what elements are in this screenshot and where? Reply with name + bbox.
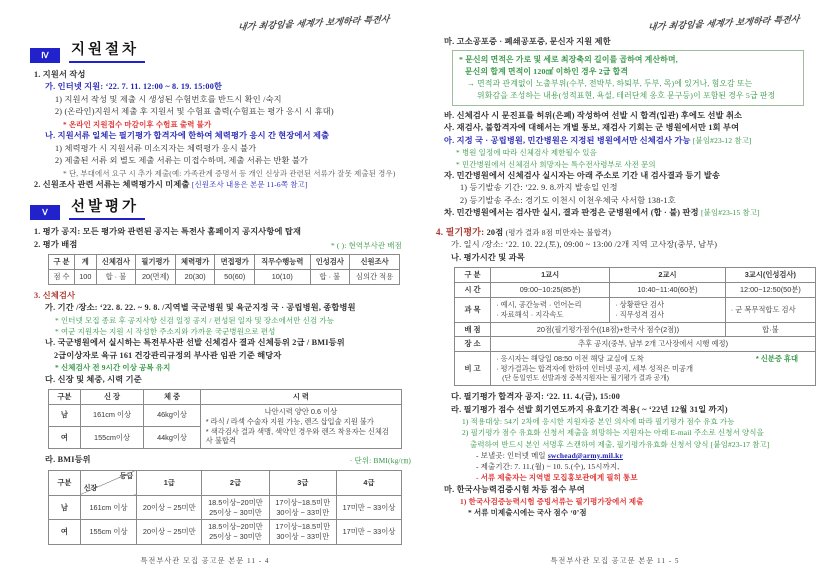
header-cell: 2교시 <box>610 268 726 283</box>
cell: 20이상 ~ 25미만 <box>137 495 202 520</box>
diag-label-height: 신장 <box>83 485 98 493</box>
cell: 161cm 이상 <box>80 495 136 520</box>
header-cell: 3교시(인성검사) <box>725 268 815 283</box>
written-exam-table <box>454 267 816 386</box>
sight-line: 나안시력 양안 0.6 이상 <box>264 406 338 416</box>
table-row <box>455 352 816 386</box>
cell-line: · 직무성격 검사 <box>615 309 664 319</box>
line-exam-criteria-1: 나. 국군병원에서 실시하는 특전부사관 선발 신체검사 결과 신체등위 2급 / BMI등위 <box>45 338 345 348</box>
cell: 남 <box>49 404 81 426</box>
line-validity-request-1: 2) 필기평가 점수 유효화 신청서 제출을 희망하는 지원자는 아래 E-mail 주소로 신청서 양식을 <box>462 428 764 438</box>
line-apply-2: 2) (온라인)지원서 제출 후 지원서 및 수험표 출력(수험표는 평가 응시 시 휴대) <box>55 107 334 117</box>
line-civil-judgement <box>444 207 808 219</box>
box-line: 문신의 합계 면적이 120㎠ 이하인 경우 2급 합격 <box>465 67 629 77</box>
header-cell: 신원조사 <box>350 255 400 270</box>
table-header-row <box>455 268 816 283</box>
header-cell: 구분 <box>49 470 81 495</box>
table-row <box>49 404 402 426</box>
cell-line: · 평가결과는 합격자에 한하여 인터넷 공지, 세부 성적은 미공개 <box>496 364 693 374</box>
header-cell: 3급 <box>269 470 336 495</box>
cell-line: 18.5이상~20미만 <box>208 522 263 532</box>
box-line: → 면적과 관계없이 노출부위(수부, 전박부, 하퇴부, 두부, 목)에 있거나, 혐오감 또는 <box>467 79 753 89</box>
cell: · 군 복무적합도 검사 <box>725 297 815 322</box>
civil-judgement-text: 차. 민간병원에서는 검사만 실시, 결과 판정은 군병원에서 (합 · 불) 판정 <box>444 208 699 218</box>
section-4-title: 지원절차 <box>69 38 145 63</box>
line-fasting-note: * 신체검사 전 9시간 이상 공복 유지 <box>55 363 171 373</box>
line-apply-1: 1) 지원서 작성 및 제출 시 생성된 수험번호를 반드시 확인 /숙지 <box>55 94 282 104</box>
line-exam-note1: * 인터넷 모집 종료 후 공지사항 신검 일정 공지 / 편성된 일자 및 장소에서만 신검 가능 <box>55 315 335 325</box>
header-cell: 4급 <box>336 470 401 495</box>
line-docs-1: 1) 체력평가 시 지원서류 미소지자는 체력평가 응시 불가 <box>55 143 257 153</box>
line-history-docs: 1) 한국사검증능력시험 증빙서류는 필기평가장에서 제출 <box>460 497 644 507</box>
line-exam-criteria-2: 2급이상자로 육규 161 건강관리규정의 부사관 임관 기준 해당자 <box>54 350 282 360</box>
row-label: 비 고 <box>455 352 491 386</box>
cell: 20점(필기평가점수((18점)+한국사 점수(2점)) <box>491 322 726 337</box>
line-civil-hospital: 자. 민간병원에서 신체검사 실시자는 아래 주소로 기간 내 검사결과 등기 발송 <box>444 170 721 180</box>
designated-hospital-text: 아. 지정 국 · 공립병원, 민간병원은 지정된 병원에서만 신체검사 가능 <box>444 135 691 145</box>
cell: 50(60) <box>215 270 255 285</box>
line-exam-note2: * 여군 지원자는 지원 시 작성한 주소지와 가까운 국군병원으로 편성 <box>55 327 276 337</box>
table-row <box>49 270 400 285</box>
line-docs-2: 2) 제출된 서류 외 별도 제출 서류는 미접수하며, 제출 서류는 반환 불가 <box>55 156 309 166</box>
cell: 155cm 이상 <box>80 520 136 545</box>
cell <box>269 520 336 545</box>
section-5-title: 선발평가 <box>69 195 145 220</box>
note-line-wrap <box>496 354 812 364</box>
page-footer-right: 특전부사관 모집 공고문 본문 11 - 5 <box>550 557 680 565</box>
cell: 심의간 적용 <box>350 270 400 285</box>
sight-line: * 라식 / 라섹 수술자 지원 가능, 렌즈 삽입술 지원 불가 <box>205 416 374 426</box>
header-cell: 신체검사 <box>96 255 136 270</box>
table-row <box>455 337 816 352</box>
cell: 09:00~10:25(85분) <box>491 283 610 298</box>
line-pass-announce: 다. 필기평가 합격자 공지: ‘22. 11. 4.(금), 15:00 <box>451 392 620 402</box>
cell-line: 17이상~18.5미만 <box>275 522 331 532</box>
header-cell: 구 분 <box>49 255 75 270</box>
section-4-header <box>30 38 400 63</box>
background-check-text: 2. 신원조사 관련 서류는 체력평가시 미제출 <box>34 179 190 189</box>
cell <box>202 495 269 520</box>
id-card-note: * 신분증 휴대 <box>755 354 798 364</box>
table-row <box>455 322 816 337</box>
line-apply-warning: * 온라인 지원접수 마감이후 수험표 출력 불가 <box>63 119 212 129</box>
line-hospital-note2: * 민간병원에서 신체검사 희망자는 특수전사령부로 사전 문의 <box>456 159 656 169</box>
cell <box>269 495 336 520</box>
line-hospital-note1: * 병원 일정에 따라 신체검사 제한될수 있음 <box>456 148 597 158</box>
written-eval-sub: (평가 결과 8점 미만자는 불합격) <box>505 227 612 237</box>
sfc-slogan-calligraphy: 내가 최강임을 세계가 보게하라 특전사 <box>647 15 801 34</box>
line-tattoo-restriction: 마. 고소공포증 · 폐쇄공포증, 문신자 지원 제한 <box>444 37 611 46</box>
header-cell: 구 분 <box>455 268 491 283</box>
written-eval-title: 4. 필기평가: <box>436 226 485 237</box>
sfc-slogan-calligraphy: 내가 최강임을 세계가 보게하라 특전사 <box>237 15 391 34</box>
cell: 44kg이상 <box>144 427 200 449</box>
attachment-ref: [붙임#23-17 참고] <box>710 439 770 449</box>
cell: 20(30) <box>175 270 215 285</box>
box-line: 위화감을 조성하는 내용(성적표현, 욕설, 테러단체 옹호 문구등)이 포함된 경우 5급 판정 <box>477 91 776 100</box>
sight-cell <box>200 404 401 448</box>
eval-score-note: * ( ): 현역부사관 배점 <box>330 240 402 250</box>
note-cell <box>491 352 816 386</box>
cell-line: 17이상~18.5미만 <box>275 497 331 507</box>
header-cell: 계 <box>75 255 97 270</box>
table-header-row <box>49 389 402 404</box>
cell <box>610 297 726 322</box>
header-cell: 면접평가 <box>215 255 255 270</box>
header-cell: 체력평가 <box>175 255 215 270</box>
written-eval-points: 20점 <box>486 227 504 237</box>
line-notify-recruiter: - 서류 제출자는 지역별 모집홍보관에게 필히 통보 <box>476 473 638 483</box>
table-header-row <box>49 470 402 495</box>
cell-line: 25이상 ~ 30미만 <box>209 507 262 517</box>
cell: 10:40~11:40(60분) <box>610 283 726 298</box>
line-docs-note: * 단, 부대에서 요구 시 추가 제출(예: 가족관계 증명서 등 개인 신상과 관련된 서류가 잘못 제출된 경우) <box>63 168 396 178</box>
page-footer-left: 특전부사관 모집 공고문 본문 11 - 4 <box>140 557 270 565</box>
mail-label: - 보낼곳: 인터넷 메일 <box>476 450 546 460</box>
line-validity-target: 1) 적용대상: 54기 2차에 응시한 지원자중 본인 의사에 따라 필기평가 점수 유효 가능 <box>462 417 735 427</box>
line-score-validity: 라. 필기평가 점수 선발 회기연도까지 유효기간 적용( ~ ‘22년 12월 31일 까지) <box>451 404 728 414</box>
cell <box>491 297 610 322</box>
heading-height-weight: 다. 신장 및 체중, 시력 기준 <box>45 374 142 384</box>
row-label: 장 소 <box>455 337 491 352</box>
tattoo-rule-box <box>452 50 804 105</box>
heading-korean-history: 마. 한국사능력검증시험 차등 점수 부여 <box>444 484 585 494</box>
cell: 합 · 불 <box>310 270 350 285</box>
header-cell: 직무수행능력 <box>255 255 310 270</box>
attachment-ref: [붙임#23-15 참고] <box>700 208 760 218</box>
sight-line: * 색각검사 결과 색맹, 색약인 경우와 렌즈 착용자는 신체검사 불합격 <box>205 426 389 446</box>
cell: 20이상 ~ 25미만 <box>137 520 202 545</box>
eval-score-row <box>34 239 402 251</box>
row-label: 배 점 <box>455 322 491 337</box>
bmi-heading-row <box>45 454 411 466</box>
line-registered-mail-period: 1) 등기발송 기간: ‘22. 9. 8.까지 발송일 인정 <box>460 183 618 193</box>
header-cell: 인성검사 <box>310 255 350 270</box>
cell: 점 수 <box>49 270 75 285</box>
diagonal-header-cell <box>80 470 136 495</box>
heading-physical-exam: 3. 신체검사 <box>34 290 76 300</box>
bmi-unit-note: · 단위: BMI(kg/㎝) <box>349 456 411 466</box>
cell: 100 <box>75 270 97 285</box>
header-cell: 신 장 <box>80 389 144 404</box>
section-4-badge: Ⅳ <box>30 48 60 63</box>
row-label: 시 간 <box>455 283 491 298</box>
heading-application-write: 1. 지원서 작성 <box>34 70 86 79</box>
cell: 10(10) <box>255 270 310 285</box>
table-row <box>455 283 816 298</box>
cell-line: · 자료해석 · 지각속도 <box>496 309 564 319</box>
heading-eval-scores: 2. 평가 배점 <box>34 239 78 249</box>
bmi-grade-table <box>48 470 402 545</box>
table-header-row <box>49 255 400 270</box>
cell: 17미만 ~ 33이상 <box>336 520 401 545</box>
header-cell: 1급 <box>137 470 202 495</box>
line-internet-apply: 가. 인터넷 지원: ‘22. 7. 11. 12:00 ~ 8. 19. 15:00한 <box>45 82 223 92</box>
header-cell: 구분 <box>49 389 81 404</box>
line-eval-notice: 1. 평가 공지: 모든 평가와 관련된 공지는 특전사 홈페이지 공지사항에 탑재 <box>34 227 302 237</box>
line-validity-request-2 <box>470 439 808 450</box>
line-designated-hospital <box>444 135 808 147</box>
cell-line: · 예시, 공간능력 · 언어논리 <box>496 299 582 309</box>
cell: 155cm이상 <box>80 427 144 449</box>
cell: 12:00~12:50(50분) <box>725 283 815 298</box>
line-history-zero: * 서류 미제출시에는 국사 점수 ‘0’점 <box>468 508 587 518</box>
email-link[interactable]: swchead@army.mil.kr <box>547 450 623 460</box>
heading-exam-schedule: 나. 평가시간 및 과목 <box>451 252 525 262</box>
header-cell: 2급 <box>202 470 269 495</box>
cell-line: (단 동일연도 선발과정 중복지원자는 필기평가 결과 공개) <box>502 374 669 382</box>
cell <box>202 520 269 545</box>
cell-line: 30이상 ~ 33미만 <box>276 507 330 517</box>
score-allocation-table <box>48 254 400 285</box>
line-docs-submit: 나. 지원서류 일체는 필기평가 합격자에 한하여 체력평가 응시 간 현장에서 제출 <box>45 131 330 141</box>
page-right <box>410 0 820 580</box>
box-line: * 문신의 면적은 가로 및 세로 최장축의 길이를 곱하여 계산하며, <box>459 55 678 65</box>
diag-label-grade: 등급 <box>119 472 134 480</box>
header-cell: 필기평가 <box>136 255 176 270</box>
cell: 합 · 불 <box>96 270 136 285</box>
cell-line: · 상황판단 검사 <box>615 299 664 309</box>
cell: 161cm 이상 <box>80 404 144 426</box>
line-reexam: 사. 재검사, 불합격자에 대해서는 개별 통보, 재검사 기회는 군 병원에서만 1회 부여 <box>444 123 740 133</box>
heading-background-check <box>34 179 400 191</box>
header-cell: 1교시 <box>491 268 610 283</box>
cell: 여 <box>49 427 81 449</box>
heading-written-eval <box>436 226 808 240</box>
line-registered-mail-address: 2) 등기발송 주소: 경기도 이천시 이천우체국 사서함 138-1호 <box>460 195 676 205</box>
cell: 합·불 <box>725 322 815 337</box>
cell: 17미만 ~ 33이상 <box>336 495 401 520</box>
header-cell: 체 중 <box>144 389 200 404</box>
validity-request-text: 출력하여 반드시 본인 서명후 스캔하여 제출, 필기평가유효화 신청서 양식 <box>470 439 709 449</box>
cell-line: · 응시자는 해당일 08:50 이전 해당 교실에 도착 <box>496 354 644 364</box>
body-standards-table <box>48 389 402 449</box>
cell: 여 <box>49 520 81 545</box>
row-label: 과 목 <box>455 297 491 322</box>
line-false-statement: 바. 신체검사 시 문진표를 허위(은폐) 작성하여 선발 시 합격(입관) 후에도 선발 취소 <box>444 110 743 120</box>
heading-bmi: 라. BMI등위 <box>45 455 91 465</box>
cell: 추후 공지(중부, 남부 2개 고사장에서 시행 예정) <box>491 337 816 352</box>
section-5-header <box>30 195 400 220</box>
cell: 남 <box>49 495 81 520</box>
attachment-ref: [붙임#23-12 참고] <box>692 135 752 145</box>
cell: 20(면제) <box>136 270 176 285</box>
table-row <box>49 495 402 520</box>
header-cell: 시 력 <box>200 389 401 404</box>
cell-line: 25이상 ~ 30미만 <box>209 532 262 542</box>
background-check-ref: [신원조사 내용은 본문 11-6쪽 참고] <box>191 179 308 189</box>
line-submit-period: - 제출기간: 7. 11.(월) ~ 10. 5.(수), 15시까지, <box>476 462 620 472</box>
cell-line: 18.5이상~20미만 <box>208 497 263 507</box>
line-written-datetime: 가. 일시 /장소: ‘22. 10. 22.(토), 09:00 ~ 13:00 /2개 지역 고사장(중부, 남부) <box>451 240 718 250</box>
cell: 46kg이상 <box>144 404 200 426</box>
line-mail-to <box>476 450 808 461</box>
table-row <box>49 520 402 545</box>
section-5-badge: Ⅴ <box>30 205 60 220</box>
table-row <box>455 297 816 322</box>
line-exam-period: 가. 기간 /장소: ‘22. 8. 22. ~ 9. 8. /지역별 국군병원 및 육군지정 국 · 공립병원, 종합병원 <box>45 303 356 313</box>
cell-line: 30이상 ~ 33미만 <box>276 532 330 542</box>
